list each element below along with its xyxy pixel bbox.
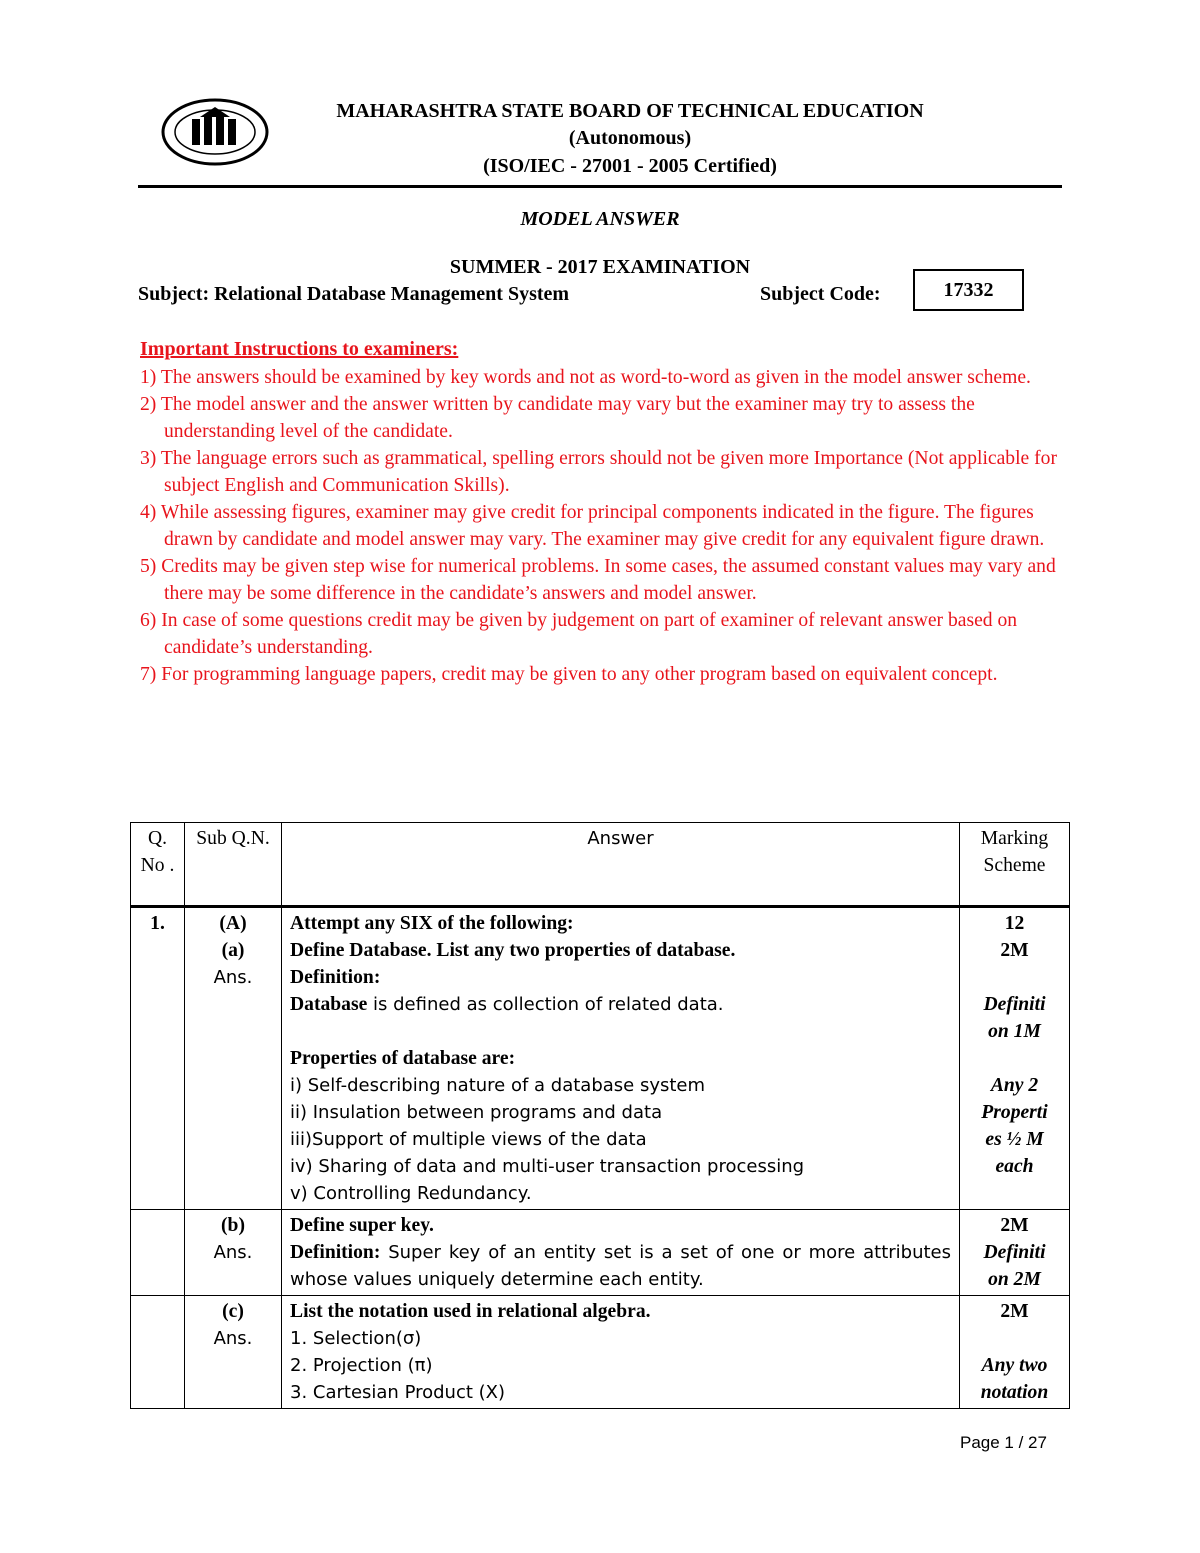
- table-row: [131, 1210, 1070, 1296]
- property-item: i) Self-describing nature of a database system: [290, 1075, 706, 1096]
- spacer: [968, 964, 1061, 991]
- header-divider: [138, 185, 1062, 188]
- sub-question-label: (c): [222, 1301, 244, 1322]
- sub-question-cell: [185, 1210, 282, 1296]
- answer-cell: [282, 907, 960, 1210]
- question-text: Define Database. List any two properties of database.: [290, 940, 736, 961]
- instruction-item: 2) The model answer and the answer written by candidate may vary but the examiner may try to assess the understanding level of the candidate.: [140, 394, 975, 442]
- organization-status: (Autonomous): [568, 127, 692, 149]
- question-number-empty: [131, 1210, 185, 1296]
- definition-body: is defined as collection of related data.: [367, 994, 724, 1015]
- page-number: Page 1 / 27: [960, 1433, 1047, 1452]
- instruction-item: 4) While assessing figures, examiner may give credit for principal components indicated in the figure. The figures drawn by candidate and model answer may vary. The examiner may give credit for any equivalent figure drawn.: [140, 502, 1045, 550]
- marking-cell: [960, 1296, 1070, 1409]
- marking-cell: [960, 907, 1070, 1210]
- marks-note: on 2M: [988, 1269, 1041, 1290]
- notation-item: 1. Selection(σ): [290, 1328, 422, 1349]
- property-item: iii)Support of multiple views of the data: [290, 1129, 647, 1150]
- properties-label: Properties of database are:: [290, 1048, 516, 1069]
- sub-question-label: (b): [221, 1215, 245, 1236]
- property-item: v) Controlling Redundancy.: [290, 1183, 532, 1204]
- definition-label: Definition:: [290, 967, 381, 988]
- definition-term: Database: [290, 994, 368, 1015]
- question-instruction: Attempt any SIX of the following:: [290, 913, 574, 934]
- table-row: [131, 1296, 1070, 1409]
- subject-code: 17332: [913, 269, 1024, 311]
- header-subqn: Sub Q.N.: [185, 823, 282, 907]
- subject-name: Subject: Relational Database Management System: [138, 283, 570, 305]
- instruction-item: 6) In case of some questions credit may be given by judgement on part of examiner of relevant answer based on candidate’s understanding.: [140, 610, 1018, 658]
- sub-question-label: (A): [219, 913, 247, 934]
- question-text: List the notation used in relational algebra.: [290, 1301, 651, 1322]
- organization-name: MAHARASHTRA STATE BOARD OF TECHNICAL EDUCATION: [336, 100, 924, 122]
- instruction-item: 5) Credits may be given step wise for numerical problems. In some cases, the assumed constant values may vary and there may be some difference in the candidate’s answers and model answer.: [140, 556, 1056, 604]
- question-text: Define super key.: [290, 1215, 434, 1236]
- marks-note: each: [995, 1156, 1034, 1177]
- instruction-item: 3) The language errors such as grammatical, spelling errors should not be given more Importance (Not applicable for subject English and Communication Skills).: [140, 448, 1057, 496]
- definition-text: [290, 991, 951, 1018]
- table-header-row: [131, 823, 1070, 907]
- marks-note: Definiti: [983, 1242, 1046, 1263]
- spacer: [290, 1018, 951, 1045]
- answer-label: Ans.: [213, 1328, 253, 1349]
- spacer: [968, 1045, 1061, 1072]
- answer-label: Ans.: [213, 1242, 253, 1263]
- header-marking-scheme: Marking Scheme: [960, 823, 1070, 907]
- marks-note: es ½ M: [985, 1129, 1044, 1150]
- sub-question-cell: [185, 1296, 282, 1409]
- marks-note: notation: [980, 1382, 1049, 1403]
- marks-value: 2M: [1000, 940, 1029, 961]
- property-item: iv) Sharing of data and multi-user transaction processing: [290, 1156, 805, 1177]
- definition-text: [290, 1239, 951, 1293]
- header-qno: Q. No .: [131, 823, 185, 907]
- organization-certification: (ISO/IEC - 27001 - 2005 Certified): [483, 155, 777, 177]
- table-row: [131, 907, 1070, 1210]
- marks-value: 2M: [1000, 1215, 1029, 1236]
- answer-label: Ans.: [213, 967, 253, 988]
- instruction-item: 1) The answers should be examined by key words and not as word-to-word as given in the model answer scheme.: [140, 367, 1031, 388]
- document-title: MODEL ANSWER: [520, 208, 680, 230]
- instruction-item: 7) For programming language papers, credit may be given to any other program based on equivalent concept.: [140, 664, 998, 685]
- answer-cell: [282, 1296, 960, 1409]
- question-number: 1.: [131, 907, 185, 1210]
- marks-value: 2M: [1000, 1301, 1029, 1322]
- marks-note: on 1M: [988, 1021, 1041, 1042]
- sub-question-label: (a): [221, 940, 245, 961]
- notation-item: 2. Projection (π): [290, 1355, 433, 1376]
- marking-cell: [960, 1210, 1070, 1296]
- header-answer: Answer: [282, 823, 960, 907]
- marks-note: Any 2: [990, 1075, 1039, 1096]
- marks-note: Any two: [981, 1355, 1048, 1376]
- msbte-logo: [160, 97, 270, 167]
- exam-name: SUMMER - 2017 EXAMINATION: [449, 256, 751, 278]
- definition-label: Definition:: [290, 1242, 381, 1263]
- property-item: ii) Insulation between programs and data: [290, 1102, 663, 1123]
- question-number-empty: [131, 1296, 185, 1409]
- spacer: [968, 1325, 1061, 1352]
- subject-code-label: Subject Code:: [760, 283, 881, 305]
- answer-cell: [282, 1210, 960, 1296]
- instructions-heading: Important Instructions to examiners:: [140, 338, 459, 360]
- sub-question-cell: [185, 907, 282, 1210]
- instructions-list: [140, 364, 1070, 688]
- marks-note: Properti: [981, 1102, 1048, 1123]
- answer-table: [130, 822, 1070, 1409]
- marks-total: 12: [1004, 913, 1025, 934]
- notation-item: 3. Cartesian Product (X): [290, 1382, 506, 1403]
- marks-note: Definiti: [983, 994, 1046, 1015]
- definition-body: Super key of an entity set is a set of one or more attributes whose values uniquely determine each entity.: [290, 1242, 951, 1290]
